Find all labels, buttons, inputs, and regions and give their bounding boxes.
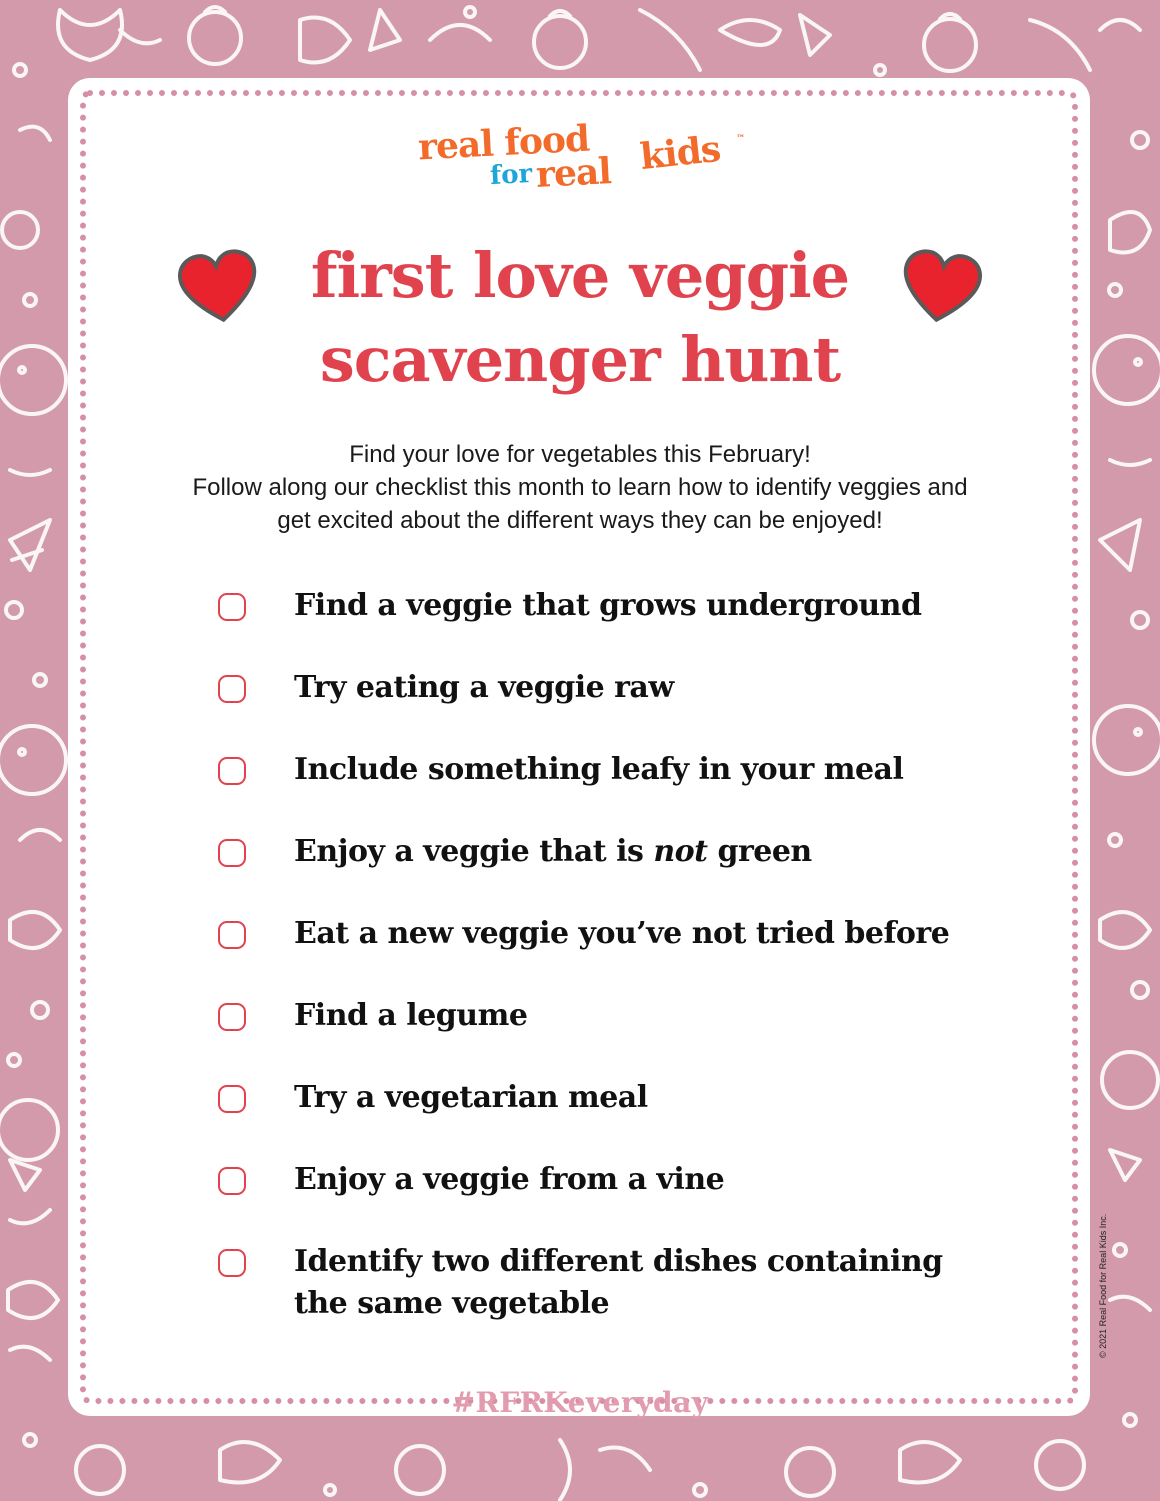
logo-text-kids: kids <box>638 127 723 179</box>
item-text-after: green <box>707 834 812 869</box>
checkbox-icon[interactable] <box>218 839 246 867</box>
checklist-item-label: Find a veggie that grows underground <box>294 588 922 623</box>
checklist-item-label: Try eating a veggie raw <box>294 670 674 705</box>
copyright-notice: © 2021 Real Food for Real Kids Inc. <box>1098 1213 1108 1358</box>
checklist-item-label: Find a legume <box>294 998 528 1033</box>
checkbox-icon[interactable] <box>218 1167 246 1195</box>
logo-text-real-food: real food <box>417 117 591 169</box>
logo-text-real: real <box>534 150 612 196</box>
checklist-item-label: Enjoy a veggie from a vine <box>294 1162 725 1197</box>
page-title <box>180 234 980 402</box>
item-text-emphasis: not <box>653 834 708 869</box>
checkbox-icon[interactable] <box>218 1249 246 1277</box>
intro-line-1: Find your love for vegetables this February! <box>349 441 811 468</box>
checkbox-icon[interactable] <box>218 675 246 703</box>
logo-text-for: for <box>489 158 533 192</box>
intro-line-2: Follow along our checklist this month to learn how to identify veggies and <box>192 474 968 501</box>
checklist-item-label: Include something leafy in your meal <box>294 752 904 787</box>
hashtag: #RFRKeveryday <box>451 1386 709 1419</box>
checkbox-icon[interactable] <box>218 1003 246 1031</box>
title-line-1: first love veggie <box>310 239 850 312</box>
item-text-line-2: the same vegetable <box>294 1286 610 1321</box>
checkbox-icon[interactable] <box>218 1085 246 1113</box>
checkbox-icon[interactable] <box>218 593 246 621</box>
logo-trademark: ™ <box>736 134 745 144</box>
title-line-2: scavenger hunt <box>319 323 841 396</box>
brand-logo <box>417 117 758 202</box>
intro-line-3: get excited about the different ways they can be enjoyed! <box>277 507 883 534</box>
checklist-item-label: Try a vegetarian meal <box>294 1080 648 1115</box>
checkbox-icon[interactable] <box>218 921 246 949</box>
intro-text <box>100 438 1060 537</box>
item-text-before: Enjoy a veggie that is <box>294 834 654 869</box>
checklist-item-label <box>294 831 984 873</box>
checkbox-icon[interactable] <box>218 757 246 785</box>
item-text-line-1: Identify two different dishes containing <box>294 1244 943 1279</box>
checklist-item-label <box>294 1241 984 1325</box>
checklist-item-label: Eat a new veggie you’ve not tried before <box>294 916 950 951</box>
